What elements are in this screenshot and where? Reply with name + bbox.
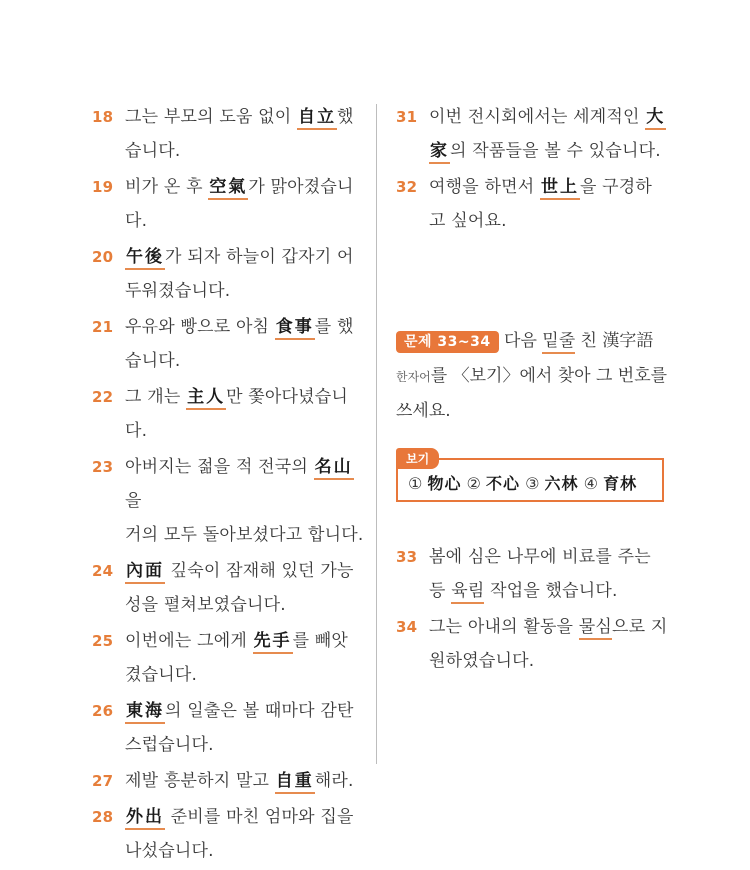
questions-33-34 (396, 540, 668, 678)
instruction-33-34 (396, 324, 668, 428)
instruction-text-3: 쓰세요. (396, 401, 451, 421)
question-33 (396, 540, 668, 608)
instruction-text: 다음 (498, 331, 543, 351)
question-text: 를 했 (314, 317, 354, 337)
underline-word: 밑줄 (542, 331, 575, 354)
question-20 (92, 240, 364, 308)
right-column (396, 100, 668, 680)
question-text: 스럽습니다. (125, 735, 214, 755)
question-26 (92, 694, 364, 762)
question-number: 33 (396, 548, 418, 566)
choice-4-word: 育林 (603, 474, 638, 493)
hanja-word: 食事 (275, 317, 315, 340)
question-number: 32 (396, 178, 418, 196)
question-number: 34 (396, 618, 418, 636)
question-27 (92, 764, 364, 798)
choice-2-word: 不心 (485, 474, 520, 493)
questions-31-32 (396, 100, 668, 238)
question-number: 26 (92, 702, 114, 720)
question-text: 이번에는 그에게 (125, 631, 253, 651)
hanja-word: 世上 (540, 177, 580, 200)
question-text: 우유와 빵으로 아침 (125, 317, 275, 337)
question-text: 이번 전시회에서는 세계적인 (429, 107, 646, 127)
hanja-word: 午後 (125, 247, 165, 270)
question-text: 했 (337, 107, 354, 127)
hanja-word: 內面 (125, 561, 165, 584)
question-text: 가 되자 하늘이 갑자기 어 (165, 247, 354, 267)
question-number: 25 (92, 632, 114, 650)
question-text: 그는 부모의 도움 없이 (125, 107, 298, 127)
question-text: 습니다. (125, 141, 181, 161)
bogi-label: 보기 (396, 448, 439, 469)
hanja-word: 漢字語 (602, 331, 654, 351)
question-text: 거의 모두 돌아보셨다고 합니다. (125, 525, 364, 545)
question-34 (396, 610, 668, 678)
question-18 (92, 100, 364, 168)
choice-3-mark: ③ (525, 474, 540, 493)
question-text: 나섰습니다. (125, 841, 214, 861)
question-text: 제발 흥분하지 말고 (125, 771, 275, 791)
question-number: 19 (92, 178, 114, 196)
question-number: 18 (92, 108, 114, 126)
question-text: 그는 아내의 활동을 (429, 617, 579, 637)
hanja-word: 名山 (314, 457, 354, 480)
question-text: 두워졌습니다. (125, 281, 231, 301)
question-23 (92, 450, 364, 552)
choice-3-word: 六林 (544, 474, 579, 493)
question-text: 를 빼앗 (292, 631, 349, 651)
column-divider (376, 104, 377, 764)
question-number: 23 (92, 458, 114, 476)
instruction-text-b: 친 (575, 331, 603, 351)
question-25 (92, 624, 364, 692)
choice-4-mark: ④ (583, 474, 598, 493)
question-22 (92, 380, 364, 448)
underlined-word: 물심 (579, 617, 612, 640)
bogi-choices (408, 471, 637, 494)
question-text: 만 쫓아다녔습니다. (125, 387, 349, 441)
question-text: 비가 온 후 (125, 177, 209, 197)
question-text: 습니다. (125, 351, 181, 371)
instruction-text-2: 를 〈보기〉에서 찾아 그 번호를 (430, 366, 668, 386)
question-21 (92, 310, 364, 378)
question-text: 봄에 심은 나무에 비료를 주는 (429, 547, 651, 567)
question-text: 준비를 마친 엄마와 집을 (165, 807, 354, 827)
choice-1-word: 物心 (427, 474, 462, 493)
hanja-word: 自立 (297, 107, 337, 130)
question-24 (92, 554, 364, 622)
question-32 (396, 170, 668, 238)
question-text: 고 싶어요. (429, 211, 507, 231)
question-text: 겼습니다. (125, 665, 198, 685)
question-text: 아버지는 젊을 적 전국의 (125, 457, 314, 477)
hangul-gloss: 한자어 (396, 370, 431, 384)
choice-1-mark: ① (408, 474, 423, 493)
question-text: 을 (125, 491, 142, 511)
question-19 (92, 170, 364, 238)
question-text: 의 작품들을 볼 수 있습니다. (450, 141, 661, 161)
question-text: 으로 지 (612, 617, 668, 637)
hanja-word: 家 (429, 141, 450, 164)
question-number: 31 (396, 108, 418, 126)
problem-badge: 문제 33~34 (396, 331, 499, 353)
question-text: 깊숙이 잠재해 있던 가능 (165, 561, 354, 581)
hanja-word: 大 (645, 107, 666, 130)
question-text: 성을 펼쳐보였습니다. (125, 595, 286, 615)
question-number: 27 (92, 772, 114, 790)
question-text: 그 개는 (125, 387, 187, 407)
hanja-word: 自重 (275, 771, 315, 794)
question-number: 20 (92, 248, 114, 266)
choice-2-mark: ② (466, 474, 481, 493)
question-text: 원하였습니다. (429, 651, 535, 671)
question-number: 21 (92, 318, 114, 336)
question-text: 의 일출은 볼 때마다 감탄 (165, 701, 354, 721)
question-number: 22 (92, 388, 114, 406)
hanja-word: 外出 (125, 807, 165, 830)
question-number: 28 (92, 808, 114, 826)
question-number: 24 (92, 562, 114, 580)
hanja-word: 東海 (125, 701, 165, 724)
question-text: 을 구경하 (579, 177, 653, 197)
question-text: 가 맑아졌습니다. (125, 177, 354, 231)
left-column (92, 100, 364, 870)
hanja-word: 空氣 (208, 177, 248, 200)
underlined-word: 육림 (451, 581, 484, 604)
question-text: 여행을 하면서 (429, 177, 540, 197)
question-text: 작업을 했습니다. (484, 581, 618, 601)
question-31 (396, 100, 668, 168)
question-28 (92, 800, 364, 868)
question-text: 해라. (314, 771, 354, 791)
bogi-box (396, 452, 664, 502)
hanja-word: 先手 (253, 631, 293, 654)
question-text: 등 (429, 581, 452, 601)
hanja-word: 主人 (186, 387, 226, 410)
